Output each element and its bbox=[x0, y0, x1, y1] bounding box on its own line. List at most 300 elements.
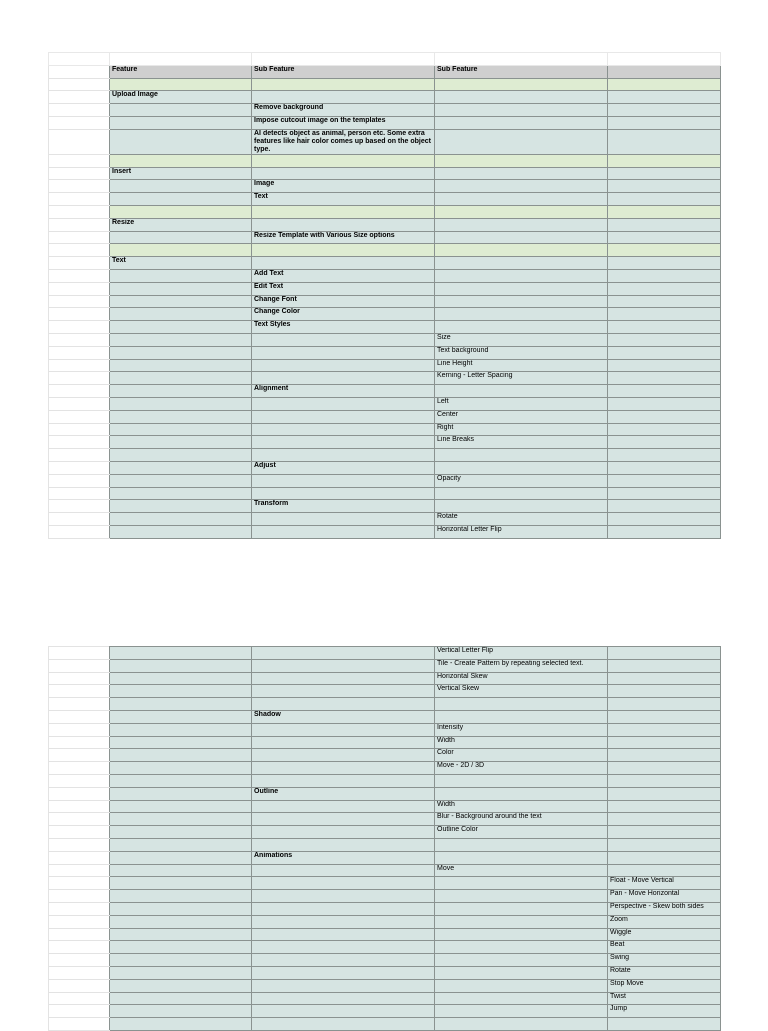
sub-feature-cell bbox=[252, 890, 435, 903]
sub-feature-2-cell: Left bbox=[435, 397, 608, 410]
detail-cell bbox=[608, 321, 721, 334]
sub-feature-cell bbox=[252, 762, 435, 775]
detail-cell bbox=[608, 685, 721, 698]
row-gutter bbox=[49, 257, 110, 270]
feature-cell bbox=[110, 838, 252, 851]
sub-feature-cell bbox=[252, 154, 435, 167]
sub-feature-2-cell bbox=[435, 244, 608, 257]
sub-feature-2-cell bbox=[435, 851, 608, 864]
detail-cell bbox=[608, 436, 721, 449]
detail-cell bbox=[608, 513, 721, 526]
section-separator-row bbox=[49, 78, 721, 91]
feature-cell bbox=[110, 864, 252, 877]
table-row bbox=[49, 736, 721, 749]
sub-feature-2-cell bbox=[435, 269, 608, 282]
detail-cell bbox=[608, 487, 721, 500]
row-gutter bbox=[49, 295, 110, 308]
row-gutter bbox=[49, 941, 110, 954]
detail-cell bbox=[608, 813, 721, 826]
row-gutter bbox=[49, 826, 110, 839]
sub-feature-2-cell bbox=[435, 954, 608, 967]
sub-feature-cell bbox=[252, 877, 435, 890]
table-row bbox=[49, 902, 721, 915]
row-gutter bbox=[49, 915, 110, 928]
sub-feature-cell bbox=[252, 826, 435, 839]
sub-feature-2-cell bbox=[435, 698, 608, 711]
sub-feature-cell bbox=[252, 838, 435, 851]
detail-cell bbox=[608, 710, 721, 723]
sub-feature-cell bbox=[252, 474, 435, 487]
detail-cell bbox=[608, 193, 721, 206]
feature-cell bbox=[110, 359, 252, 372]
feature-cell bbox=[110, 474, 252, 487]
table-row bbox=[49, 647, 721, 660]
sub-feature-cell bbox=[252, 813, 435, 826]
sub-feature-cell bbox=[252, 423, 435, 436]
sub-feature-2-cell: Width bbox=[435, 800, 608, 813]
feature-cell: Resize bbox=[110, 218, 252, 231]
feature-cell bbox=[110, 423, 252, 436]
detail-cell bbox=[608, 180, 721, 193]
sub-feature-2-cell bbox=[435, 91, 608, 104]
sub-feature-2-cell: Right bbox=[435, 423, 608, 436]
sub-feature-cell: Edit Text bbox=[252, 282, 435, 295]
detail-cell bbox=[608, 218, 721, 231]
feature-cell bbox=[110, 928, 252, 941]
sub-feature-cell bbox=[252, 736, 435, 749]
sub-feature-2-cell bbox=[435, 385, 608, 398]
sub-feature-cell: Image bbox=[252, 180, 435, 193]
row-gutter bbox=[49, 218, 110, 231]
row-gutter bbox=[49, 423, 110, 436]
row-gutter bbox=[49, 787, 110, 800]
sub-feature-2-cell: Width bbox=[435, 736, 608, 749]
feature-cell bbox=[110, 500, 252, 513]
sub-feature-2-cell: Blur - Background around the text bbox=[435, 813, 608, 826]
feature-cell bbox=[110, 269, 252, 282]
feature-cell bbox=[110, 282, 252, 295]
row-gutter bbox=[49, 966, 110, 979]
detail-cell bbox=[608, 333, 721, 346]
row-gutter bbox=[49, 838, 110, 851]
detail-cell bbox=[608, 346, 721, 359]
sub-feature-cell: Add Text bbox=[252, 269, 435, 282]
row-gutter bbox=[49, 104, 110, 117]
feature-table-2 bbox=[48, 646, 721, 1031]
feature-cell bbox=[110, 461, 252, 474]
feature-cell bbox=[110, 385, 252, 398]
sub-feature-2-cell bbox=[435, 154, 608, 167]
sub-feature-cell bbox=[252, 954, 435, 967]
row-gutter bbox=[49, 65, 110, 78]
sub-feature-2-cell: Intensity bbox=[435, 723, 608, 736]
row-gutter bbox=[49, 710, 110, 723]
row-gutter bbox=[49, 397, 110, 410]
feature-cell bbox=[110, 410, 252, 423]
sub-feature-2-cell: Vertical Skew bbox=[435, 685, 608, 698]
sub-feature-cell bbox=[252, 928, 435, 941]
sub-feature-cell bbox=[252, 800, 435, 813]
sub-feature-cell: Shadow bbox=[252, 710, 435, 723]
feature-cell bbox=[110, 813, 252, 826]
sub-feature-cell bbox=[252, 698, 435, 711]
sub-feature-2-cell bbox=[435, 308, 608, 321]
feature-cell bbox=[110, 672, 252, 685]
detail-cell bbox=[608, 282, 721, 295]
sub-feature-cell: Impose cutcout image on the templates bbox=[252, 116, 435, 129]
table-row bbox=[49, 423, 721, 436]
detail-cell: Float - Move Vertical bbox=[608, 877, 721, 890]
table-row bbox=[49, 525, 721, 538]
row-gutter bbox=[49, 736, 110, 749]
detail-cell: Perspective - Skew both sides bbox=[608, 902, 721, 915]
row-gutter bbox=[49, 116, 110, 129]
sub-feature-2-cell bbox=[435, 992, 608, 1005]
row-gutter bbox=[49, 154, 110, 167]
detail-cell bbox=[608, 397, 721, 410]
row-gutter bbox=[49, 902, 110, 915]
detail-cell bbox=[608, 91, 721, 104]
detail-cell bbox=[608, 269, 721, 282]
feature-cell bbox=[110, 762, 252, 775]
sub-feature-2-cell bbox=[435, 1005, 608, 1018]
feature-cell bbox=[110, 966, 252, 979]
sub-feature-cell bbox=[252, 774, 435, 787]
header-sub-feature: Sub Feature bbox=[252, 65, 435, 78]
detail-cell bbox=[608, 723, 721, 736]
row-gutter bbox=[49, 890, 110, 903]
detail-cell bbox=[608, 205, 721, 218]
table-row bbox=[49, 116, 721, 129]
row-gutter bbox=[49, 78, 110, 91]
table-row bbox=[49, 436, 721, 449]
table-row bbox=[49, 838, 721, 851]
row-gutter bbox=[49, 167, 110, 180]
sub-feature-2-cell bbox=[435, 941, 608, 954]
table-row bbox=[49, 487, 721, 500]
table-row bbox=[49, 992, 721, 1005]
feature-cell bbox=[110, 710, 252, 723]
sub-feature-cell bbox=[252, 979, 435, 992]
row-gutter bbox=[49, 180, 110, 193]
feature-cell bbox=[110, 851, 252, 864]
feature-cell bbox=[110, 372, 252, 385]
sub-feature-2-cell: Move - 2D / 3D bbox=[435, 762, 608, 775]
feature-cell bbox=[110, 902, 252, 915]
sub-feature-cell bbox=[252, 647, 435, 660]
detail-cell bbox=[608, 423, 721, 436]
feature-cell bbox=[110, 513, 252, 526]
sub-feature-2-cell: Vertical Letter Flip bbox=[435, 647, 608, 660]
sub-feature-2-cell bbox=[435, 257, 608, 270]
header-row bbox=[49, 65, 721, 78]
feature-cell: Upload Image bbox=[110, 91, 252, 104]
row-gutter bbox=[49, 685, 110, 698]
row-gutter bbox=[49, 308, 110, 321]
row-gutter bbox=[49, 487, 110, 500]
sub-feature-2-cell bbox=[435, 966, 608, 979]
row-gutter bbox=[49, 129, 110, 154]
sub-feature-cell: Animations bbox=[252, 851, 435, 864]
sub-feature-cell bbox=[252, 672, 435, 685]
sub-feature-2-cell bbox=[435, 104, 608, 117]
table-row bbox=[49, 513, 721, 526]
feature-cell bbox=[110, 154, 252, 167]
grid-cell bbox=[252, 53, 435, 66]
sub-feature-cell bbox=[252, 992, 435, 1005]
sub-feature-2-cell bbox=[435, 449, 608, 462]
table-row bbox=[49, 449, 721, 462]
row-gutter bbox=[49, 53, 110, 66]
sub-feature-cell bbox=[252, 244, 435, 257]
sub-feature-cell bbox=[252, 449, 435, 462]
feature-cell bbox=[110, 979, 252, 992]
detail-cell bbox=[608, 851, 721, 864]
row-gutter bbox=[49, 91, 110, 104]
feature-cell bbox=[110, 487, 252, 500]
detail-cell bbox=[608, 116, 721, 129]
table-row bbox=[49, 129, 721, 154]
sub-feature-cell bbox=[252, 915, 435, 928]
table-row bbox=[49, 474, 721, 487]
detail-cell bbox=[608, 78, 721, 91]
row-gutter bbox=[49, 723, 110, 736]
sub-feature-2-cell bbox=[435, 205, 608, 218]
detail-cell bbox=[608, 410, 721, 423]
detail-cell bbox=[608, 1018, 721, 1031]
table-row bbox=[49, 1018, 721, 1031]
table-row bbox=[49, 269, 721, 282]
sub-feature-2-cell bbox=[435, 282, 608, 295]
detail-cell: Jump bbox=[608, 1005, 721, 1018]
detail-cell bbox=[608, 295, 721, 308]
detail-cell bbox=[608, 231, 721, 244]
row-gutter bbox=[49, 359, 110, 372]
row-gutter bbox=[49, 231, 110, 244]
feature-cell bbox=[110, 954, 252, 967]
table-row bbox=[49, 774, 721, 787]
sub-feature-cell: Change Font bbox=[252, 295, 435, 308]
sub-feature-2-cell: Move bbox=[435, 864, 608, 877]
feature-cell bbox=[110, 647, 252, 660]
sub-feature-2-cell: Text background bbox=[435, 346, 608, 359]
table-row bbox=[49, 851, 721, 864]
detail-cell bbox=[608, 698, 721, 711]
feature-cell bbox=[110, 1018, 252, 1031]
table-row bbox=[49, 91, 721, 104]
sub-feature-cell bbox=[252, 525, 435, 538]
table-row bbox=[49, 218, 721, 231]
feature-cell bbox=[110, 698, 252, 711]
sub-feature-2-cell: Horizontal Skew bbox=[435, 672, 608, 685]
row-gutter bbox=[49, 877, 110, 890]
sub-feature-cell bbox=[252, 487, 435, 500]
row-gutter bbox=[49, 800, 110, 813]
table-row bbox=[49, 966, 721, 979]
detail-cell bbox=[608, 500, 721, 513]
detail-cell bbox=[608, 385, 721, 398]
detail-cell bbox=[608, 154, 721, 167]
table-row bbox=[49, 104, 721, 117]
sub-feature-cell bbox=[252, 346, 435, 359]
detail-cell bbox=[608, 838, 721, 851]
detail-cell bbox=[608, 749, 721, 762]
sub-feature-cell bbox=[252, 1018, 435, 1031]
row-gutter bbox=[49, 672, 110, 685]
table-row bbox=[49, 282, 721, 295]
table-row bbox=[49, 461, 721, 474]
row-gutter bbox=[49, 372, 110, 385]
grid-cell bbox=[110, 53, 252, 66]
detail-cell: Rotate bbox=[608, 966, 721, 979]
sub-feature-2-cell bbox=[435, 710, 608, 723]
sub-feature-cell bbox=[252, 359, 435, 372]
feature-cell bbox=[110, 295, 252, 308]
spreadsheet-page-1 bbox=[48, 52, 720, 539]
sub-feature-2-cell bbox=[435, 78, 608, 91]
section-separator-row bbox=[49, 154, 721, 167]
sub-feature-cell bbox=[252, 723, 435, 736]
table-row bbox=[49, 410, 721, 423]
table-row bbox=[49, 890, 721, 903]
sub-feature-cell bbox=[252, 436, 435, 449]
detail-cell bbox=[608, 257, 721, 270]
row-gutter bbox=[49, 992, 110, 1005]
row-gutter bbox=[49, 436, 110, 449]
table-row bbox=[49, 698, 721, 711]
table-row bbox=[49, 928, 721, 941]
table-row bbox=[49, 372, 721, 385]
sub-feature-2-cell bbox=[435, 487, 608, 500]
detail-cell: Pan - Move Horizontal bbox=[608, 890, 721, 903]
sub-feature-2-cell bbox=[435, 787, 608, 800]
feature-cell: Text bbox=[110, 257, 252, 270]
sub-feature-2-cell: Color bbox=[435, 749, 608, 762]
sub-feature-cell: Transform bbox=[252, 500, 435, 513]
detail-cell bbox=[608, 647, 721, 660]
sub-feature-2-cell: Line Height bbox=[435, 359, 608, 372]
detail-cell bbox=[608, 736, 721, 749]
sub-feature-2-cell bbox=[435, 129, 608, 154]
feature-cell bbox=[110, 749, 252, 762]
table-row bbox=[49, 800, 721, 813]
sub-feature-cell bbox=[252, 333, 435, 346]
detail-cell: Wiggle bbox=[608, 928, 721, 941]
sub-feature-cell: Adjust bbox=[252, 461, 435, 474]
sub-feature-2-cell bbox=[435, 231, 608, 244]
sub-feature-2-cell bbox=[435, 1018, 608, 1031]
row-gutter bbox=[49, 928, 110, 941]
row-gutter bbox=[49, 1005, 110, 1018]
row-gutter bbox=[49, 647, 110, 660]
table-row bbox=[49, 500, 721, 513]
detail-cell bbox=[608, 244, 721, 257]
row-gutter bbox=[49, 979, 110, 992]
row-gutter bbox=[49, 864, 110, 877]
header-sub-feature-2: Sub Feature bbox=[435, 65, 608, 78]
sub-feature-cell bbox=[252, 257, 435, 270]
sub-feature-cell bbox=[252, 218, 435, 231]
header-blank bbox=[608, 65, 721, 78]
row-gutter bbox=[49, 282, 110, 295]
sub-feature-2-cell: Outline Color bbox=[435, 826, 608, 839]
row-gutter bbox=[49, 698, 110, 711]
feature-cell bbox=[110, 308, 252, 321]
detail-cell bbox=[608, 762, 721, 775]
row-gutter bbox=[49, 659, 110, 672]
sub-feature-2-cell bbox=[435, 180, 608, 193]
table-row bbox=[49, 672, 721, 685]
blank-row bbox=[49, 53, 721, 66]
feature-cell bbox=[110, 890, 252, 903]
sub-feature-cell bbox=[252, 167, 435, 180]
feature-cell bbox=[110, 205, 252, 218]
detail-cell: Stop Move bbox=[608, 979, 721, 992]
row-gutter bbox=[49, 1018, 110, 1031]
detail-cell: Twist bbox=[608, 992, 721, 1005]
feature-cell bbox=[110, 877, 252, 890]
detail-cell bbox=[608, 774, 721, 787]
sub-feature-cell: Text Styles bbox=[252, 321, 435, 334]
table-row bbox=[49, 1005, 721, 1018]
row-gutter bbox=[49, 500, 110, 513]
sub-feature-cell bbox=[252, 78, 435, 91]
table-row bbox=[49, 359, 721, 372]
detail-cell bbox=[608, 308, 721, 321]
table-row bbox=[49, 231, 721, 244]
detail-cell bbox=[608, 104, 721, 117]
feature-cell bbox=[110, 723, 252, 736]
sub-feature-2-cell: Horizontal Letter Flip bbox=[435, 525, 608, 538]
sub-feature-2-cell bbox=[435, 193, 608, 206]
row-gutter bbox=[49, 244, 110, 257]
section-separator-row bbox=[49, 205, 721, 218]
feature-cell bbox=[110, 774, 252, 787]
sub-feature-2-cell: Kerning - Letter Spacing bbox=[435, 372, 608, 385]
detail-cell bbox=[608, 461, 721, 474]
grid-cell bbox=[435, 53, 608, 66]
row-gutter bbox=[49, 749, 110, 762]
table-row bbox=[49, 762, 721, 775]
sub-feature-cell: Resize Template with Various Size options bbox=[252, 231, 435, 244]
table-row bbox=[49, 787, 721, 800]
row-gutter bbox=[49, 193, 110, 206]
feature-cell bbox=[110, 915, 252, 928]
sub-feature-2-cell bbox=[435, 774, 608, 787]
table-row bbox=[49, 167, 721, 180]
sub-feature-2-cell: Rotate bbox=[435, 513, 608, 526]
sub-feature-2-cell: Size bbox=[435, 333, 608, 346]
feature-cell bbox=[110, 397, 252, 410]
section-separator-row bbox=[49, 244, 721, 257]
feature-cell bbox=[110, 992, 252, 1005]
feature-cell bbox=[110, 826, 252, 839]
row-gutter bbox=[49, 525, 110, 538]
feature-cell bbox=[110, 685, 252, 698]
sub-feature-2-cell bbox=[435, 167, 608, 180]
row-gutter bbox=[49, 474, 110, 487]
detail-cell bbox=[608, 787, 721, 800]
sub-feature-cell bbox=[252, 966, 435, 979]
detail-cell bbox=[608, 449, 721, 462]
feature-cell bbox=[110, 1005, 252, 1018]
feature-cell bbox=[110, 659, 252, 672]
detail-cell bbox=[608, 525, 721, 538]
feature-cell bbox=[110, 180, 252, 193]
table-row bbox=[49, 685, 721, 698]
table-row bbox=[49, 954, 721, 967]
row-gutter bbox=[49, 205, 110, 218]
